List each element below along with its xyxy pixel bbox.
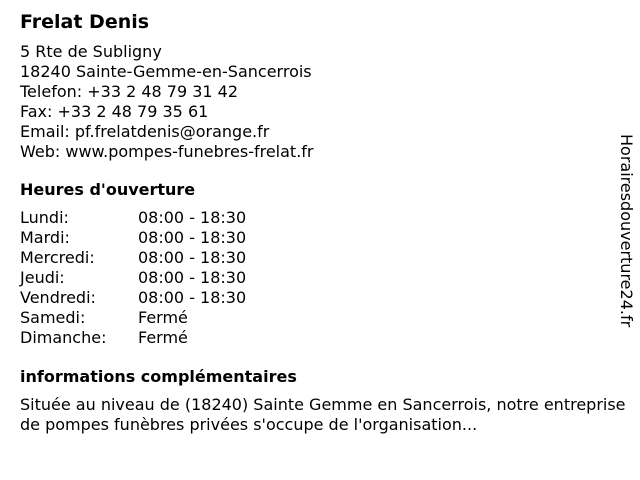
business-name: Frelat Denis <box>20 11 150 33</box>
time-value: 08:00 - 18:30 <box>138 248 247 267</box>
hours-row-friday <box>20 288 630 308</box>
web-line: Web: www.pompes-funebres-frelat.fr <box>20 142 314 161</box>
hours-row-sunday <box>20 328 630 348</box>
day-label: Dimanche: <box>20 328 107 347</box>
hours-row-thursday <box>20 268 630 288</box>
hours-row-saturday <box>20 308 630 328</box>
time-value: Fermé <box>138 308 188 327</box>
phone-line: Telefon: +33 2 48 79 31 42 <box>20 82 239 101</box>
time-value: 08:00 - 18:30 <box>138 288 247 307</box>
day-label: Mardi: <box>20 228 70 247</box>
time-value: 08:00 - 18:30 <box>138 208 247 227</box>
business-card <box>20 10 630 435</box>
hours-table <box>20 208 630 348</box>
hours-row-tuesday <box>20 228 630 248</box>
day-label: Jeudi: <box>20 268 65 287</box>
day-label: Samedi: <box>20 308 86 327</box>
brand-watermark: Horairesdouverture24.fr <box>617 134 636 328</box>
day-label: Lundi: <box>20 208 69 227</box>
time-value: 08:00 - 18:30 <box>138 228 247 247</box>
hours-row-wednesday <box>20 248 630 268</box>
hours-row-monday <box>20 208 630 228</box>
address-line-2: 18240 Sainte-Gemme-en-Sancerrois <box>20 62 312 81</box>
day-label: Vendredi: <box>20 288 96 307</box>
info-description: Située au niveau de (18240) Sainte Gemme en Sancerrois, notre entreprise de pompes funèbres privées s'occupe de l'organisation... <box>20 395 626 434</box>
info-heading: informations complémentaires <box>20 367 297 386</box>
address-line-1: 5 Rte de Subligny <box>20 42 162 61</box>
time-value: 08:00 - 18:30 <box>138 268 247 287</box>
contact-block <box>20 42 630 162</box>
fax-line: Fax: +33 2 48 79 35 61 <box>20 102 209 121</box>
email-line: Email: pf.frelatdenis@orange.fr <box>20 122 270 141</box>
time-value: Fermé <box>138 328 188 347</box>
day-label: Mercredi: <box>20 248 95 267</box>
hours-heading: Heures d'ouverture <box>20 180 196 199</box>
